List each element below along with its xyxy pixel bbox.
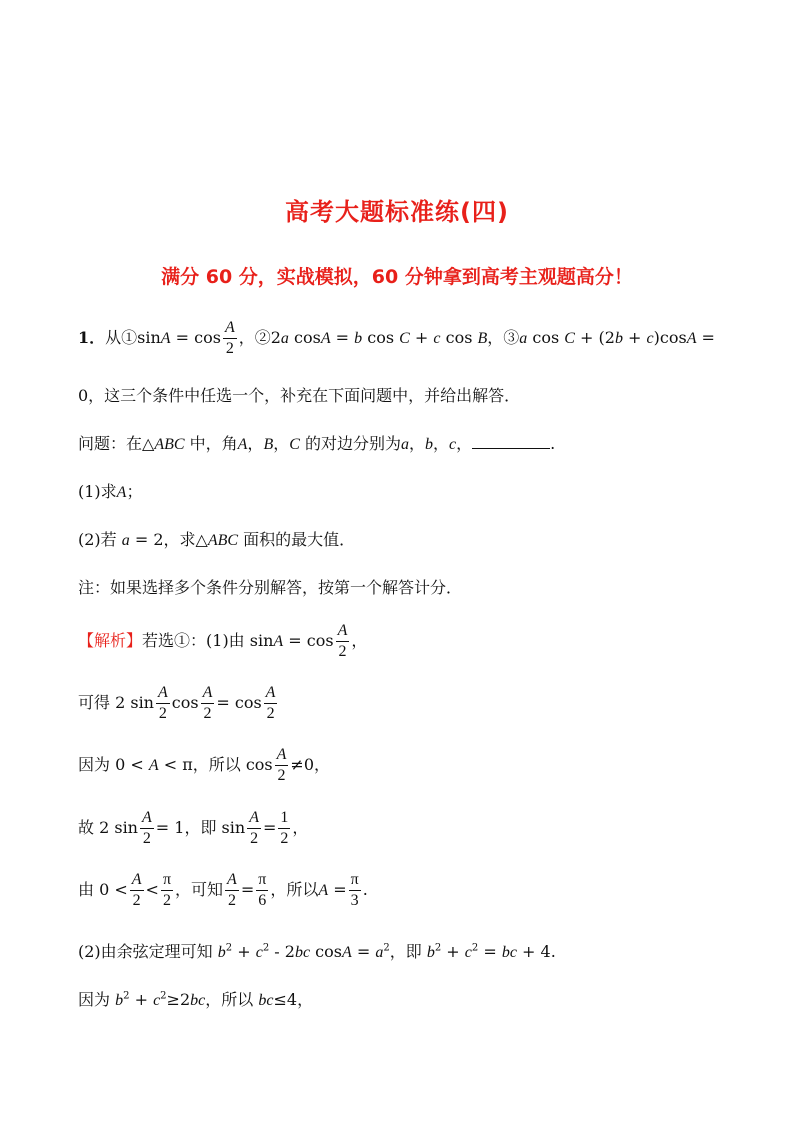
- part-1-text: (1)求: [78, 482, 117, 501]
- question-intro: 从①sin: [105, 328, 161, 347]
- question-number: 1．: [78, 328, 106, 347]
- fraction-a-over-2: $\frac{A}{2}$: [202, 684, 213, 722]
- problem-mid-2: 的对边分别为: [305, 434, 402, 453]
- solution-line-6-text-b: ，即: [389, 942, 422, 961]
- solution-line-4: 故 2 sin $\frac{A}{2}$ = 1，即 sin $\frac{A}{2}$ = $\frac{1}{2}$ ，: [78, 809, 309, 847]
- page-title: 高考大题标准练(四): [285, 198, 509, 226]
- question-part-2: (2)若 a = 2，求△ABC 面积的最大值．: [78, 530, 356, 549]
- solution-line-1-text: 若选①：(1)由 sin: [142, 631, 274, 650]
- solution-line-3-text-a: 因为 0 <: [78, 755, 144, 774]
- part-2-text-c: 面积的最大值．: [243, 530, 356, 549]
- condition-3-label: ，③: [487, 328, 520, 347]
- solution-line-4-text-b: = 1，即 sin: [155, 818, 246, 837]
- solution-line-5-text-a: 由 0 <: [78, 880, 128, 899]
- fraction-1-over-2: $\frac{1}{2}$: [280, 809, 289, 847]
- problem-mid-1: 中，角: [189, 434, 238, 453]
- fraction-a-over-2: $\frac{A}{2}$: [265, 684, 276, 722]
- question-problem: 问题：在△ABC 中，角A，B，C 的对边分别为a，b，c， .: [78, 434, 556, 453]
- fraction-a-over-2: $\frac{A}{2}$: [158, 684, 168, 722]
- solution-line-4-text-a: 故 2 sin: [78, 818, 138, 837]
- solution-line-3-text-b: < π，所以 cos: [163, 755, 273, 774]
- fraction-a-over-2: $\frac{A}{2}$: [249, 809, 259, 847]
- question-note: 注：如果选择多个条件分别解答，按第一个解答计分．: [78, 578, 463, 597]
- question-1-line-2: 0，这三个条件中任选一个，补充在下面问题中，并给出解答．: [78, 386, 521, 405]
- fraction-pi-over-2: $\frac{\pi}{2}$: [162, 871, 172, 909]
- solution-line-3: 因为 0 < A < π，所以 cos $\frac{A}{2}$ ≠0，: [78, 746, 331, 784]
- part-2-text-b: ，求△: [163, 530, 208, 549]
- solution-tag: 【解析】: [78, 631, 143, 650]
- solution-line-6-text-a: (2)由余弦定理可知: [78, 942, 213, 961]
- fraction-a-over-2: $\frac{A}{2}$: [276, 746, 287, 784]
- solution-line-5-text-b: ，可知: [175, 880, 224, 899]
- solution-line-6: (2)由余弦定理可知 $b^2 + c^2 - 2bc$ $\cos A = a^2$，即 $b^2 + c^2$ = bc + 4.: [78, 942, 556, 961]
- solution-line-7-text-b: ，所以: [205, 990, 254, 1009]
- solution-line-1: 【解析】若选①：(1)由 sinA = cos $\frac{A}{2}$ ，: [78, 622, 368, 660]
- page-subtitle: 满分 60 分，实战模拟，60 分钟拿到高考主观题高分！: [161, 266, 633, 288]
- solution-line-2-text: 可得 2 sin: [78, 693, 154, 712]
- question-part-1: (1)求A；: [78, 482, 143, 501]
- fraction-a-over-2: $\frac{A}{2}$: [227, 871, 237, 909]
- fraction-a-over-2: $\frac{A}{2}$: [131, 871, 142, 909]
- solution-line-7-text-a: 因为: [78, 990, 111, 1009]
- fraction-pi-over-3: $\frac{\pi}{3}$: [350, 871, 359, 909]
- fraction-a-over-2: $\frac{A}{2}$: [142, 809, 152, 847]
- answer-blank: [472, 434, 550, 449]
- solution-line-2: 可得 2 sin $\frac{A}{2}$ cos $\frac{A}{2}$ = cos $\frac{A}{2}$: [78, 684, 276, 722]
- part-2-text-a: (2)若: [78, 530, 117, 549]
- question-1-line-1: 1．从①sinA = cos $\frac{A}{2}$ ，②2a cosA = b cos C + c cos B，③a cos C + (2b + c)cosA =: [78, 319, 715, 357]
- solution-line-5: 由 0 < $\frac{A}{2}$ < $\frac{\pi}{2}$ ，可知 $\frac{A}{2}$ = $\frac{\pi}{6}$ ，所以A = $\frac{\pi}{3}$ .: [78, 871, 368, 909]
- solution-line-7: 因为 $b^2 + c^2\ge 2bc$，所以 bc≤4，: [78, 990, 314, 1009]
- solution-line-3-text-c: ≠0，: [290, 755, 331, 774]
- fraction-a-over-2: $\frac{A}{2}$: [337, 622, 348, 660]
- fraction-a-over-2: $\frac{A}{2}$: [224, 319, 235, 357]
- solution-line-7-text-c: ，: [297, 990, 314, 1009]
- condition-2-label: ，②2: [238, 328, 281, 347]
- problem-prefix: 问题：在△: [78, 434, 155, 453]
- solution-line-5-text-c: ，所以: [270, 880, 319, 899]
- fraction-pi-over-6: $\frac{\pi}{6}$: [258, 871, 267, 909]
